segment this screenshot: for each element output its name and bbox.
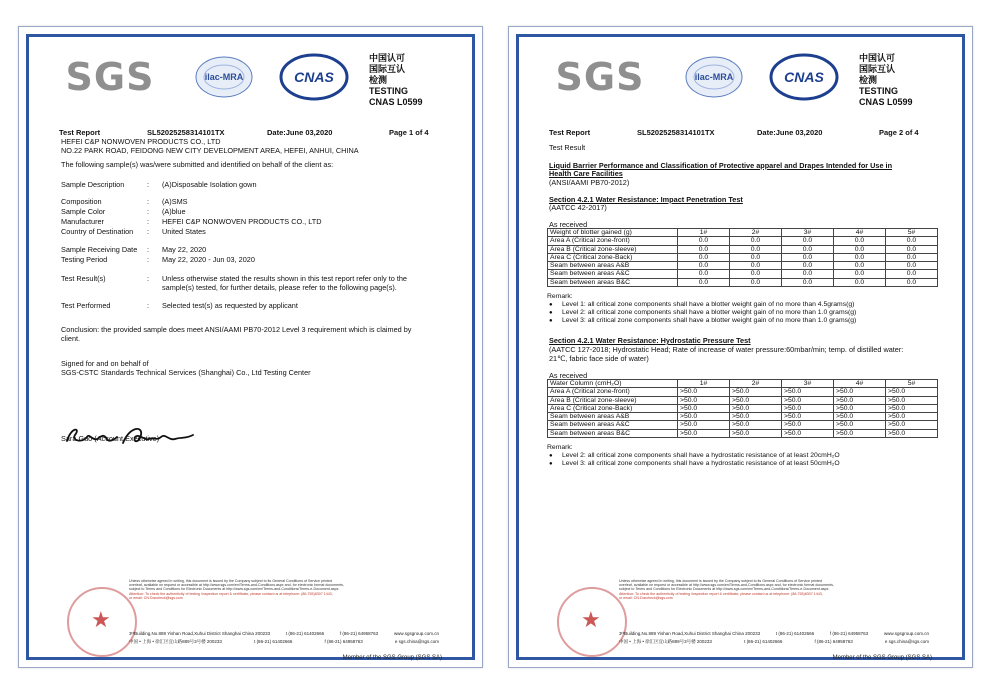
ilac-mra-logo: [194, 55, 254, 99]
table-cell: >50.0: [834, 413, 886, 421]
report-page-2: [508, 26, 973, 668]
table-cell: 0.0: [834, 237, 886, 245]
address-phone: t (86-21) 61402666: [254, 639, 293, 644]
table-header-cell: 3#: [782, 229, 834, 237]
table-cell: >50.0: [886, 413, 938, 421]
table-cell: 0.0: [730, 237, 782, 245]
conclusion-text-continued: client.: [61, 334, 81, 343]
test-result-heading: Test Result: [549, 143, 586, 152]
remark-item: ● Level 2: all critical zone components shall have a hydrostatic resistance of at least 20cmH₂O: [547, 452, 939, 460]
table-cell: 0.0: [678, 278, 730, 286]
field-value: Unless otherwise stated the results shown in this test report refer only to the: [162, 274, 407, 283]
field-value: Selected test(s) as requested by applicant: [162, 301, 298, 310]
table-cell: 0.0: [886, 270, 938, 278]
client-address: NO.22 PARK ROAD, FEIDONG NEW CITY DEVELOPMENT AREA, HEFEI, ANHUI, CHINA: [61, 146, 359, 155]
cnas-testing: TESTING: [369, 86, 409, 96]
table-row: [548, 429, 938, 437]
report-number: SL52025258314101TX: [637, 128, 715, 137]
cnas-cn-line1: 中国认可: [369, 53, 406, 63]
cnas-logo: [769, 53, 839, 101]
address-phone: t (86-21) 61402666: [775, 631, 815, 636]
address-email: e sgs.china@sgs.com: [884, 639, 929, 644]
footer-address-cn: [619, 639, 929, 645]
field-value: (A)blue: [162, 207, 186, 216]
cnas-text: CNAS: [294, 69, 334, 85]
table-cell: >50.0: [730, 396, 782, 404]
remark-item: ● Level 3: all critical zone components shall have a hydrostatic resistance of at least 50cmH₂O: [547, 460, 939, 468]
section-1-remarks: [547, 293, 939, 325]
table-header-cell: Weight of blotter gained (g): [548, 229, 678, 237]
table-cell: Area A (Critical zone-front): [548, 388, 678, 396]
table-row: [548, 396, 938, 404]
table-cell: 0.0: [730, 262, 782, 270]
table-header-row: [548, 380, 938, 388]
table-cell: >50.0: [886, 404, 938, 412]
section-1-title: Section 4.2.1 Water Resistance: Impact Penetration Test: [549, 195, 743, 204]
field-value: United States: [162, 227, 206, 236]
table-cell: >50.0: [678, 421, 730, 429]
cnas-number: CNAS L0599: [369, 97, 423, 107]
table-cell: >50.0: [834, 404, 886, 412]
conclusion-text: Conclusion: the provided sample does meet ANSI/AAMI PB70-2012 Level 3 requirement which is claimed by: [61, 325, 412, 334]
report-header: [549, 128, 937, 137]
page-footer: [549, 579, 942, 659]
field-colon: :: [147, 227, 150, 236]
field-colon: :: [147, 197, 150, 206]
footer-address-en: [619, 631, 929, 637]
table-row: [548, 421, 938, 429]
report-title-continued: Health Care Facilities: [549, 169, 623, 178]
header-logos: [64, 49, 444, 105]
cnas-number: CNAS L0599: [859, 97, 913, 107]
table-header-cell: 1#: [678, 229, 730, 237]
footer-terms: [129, 579, 429, 600]
table-cell: 0.0: [678, 237, 730, 245]
table-cell: 0.0: [834, 278, 886, 286]
table-cell: >50.0: [834, 396, 886, 404]
table-cell: Area A (Critical zone-front): [548, 237, 678, 245]
table-header-cell: 2#: [730, 380, 782, 388]
cnas-cn-line2: 国际互认: [859, 64, 896, 74]
table-cell: Area B (Critical zone-sleeve): [548, 396, 678, 404]
section-2-remarks: [547, 444, 939, 468]
cnas-cn-line1: 中国认可: [859, 53, 896, 63]
table-cell: >50.0: [678, 396, 730, 404]
remark-item: ● Level 1: all critical zone components shall have a blotter weight gain of no more than 4.5grams(g): [547, 301, 939, 309]
field-label: Composition: [61, 197, 102, 206]
terms-line: Attention: To check the authenticity of testing /inspection report & certificate, please contact us at telephone: (86-755)8307 1443,: [619, 591, 823, 596]
table-cell: 0.0: [782, 270, 834, 278]
table-cell: 0.0: [782, 253, 834, 261]
table-row: [548, 404, 938, 412]
table-cell: >50.0: [886, 388, 938, 396]
table-cell: >50.0: [782, 396, 834, 404]
table-row: [548, 237, 938, 245]
header-logos: [554, 49, 934, 105]
cnas-logo: [279, 53, 349, 101]
client-name: HEFEI C&P NONWOVEN PRODUCTS CO., LTD: [61, 137, 221, 146]
report-label: Test Report: [59, 128, 101, 137]
table-cell: 0.0: [886, 253, 938, 261]
field-label: Test Performed: [61, 301, 111, 310]
section-2-method-continued: 21℃, fabric face side of water): [549, 354, 649, 363]
table-cell: 0.0: [886, 278, 938, 286]
field-colon: :: [147, 301, 150, 310]
table-cell: 0.0: [730, 245, 782, 253]
star-icon: ★: [91, 607, 111, 632]
remark-item: ● Level 3: all critical zone components shall have a blotter weight gain of no more than 1.0 grams(g): [547, 317, 939, 325]
address-web: www.sgsgroup.com.cn: [883, 631, 929, 636]
table-cell: Area B (Critical zone-sleeve): [548, 245, 678, 253]
sgs-member-text: Member of the SGS Group (SGS SA): [342, 655, 442, 661]
address-web: www.sgsgroup.com.cn: [393, 631, 439, 636]
report-label: Test Report: [549, 128, 591, 137]
table-cell: 0.0: [834, 270, 886, 278]
table-cell: Seam between areas B&C: [548, 429, 678, 437]
star-icon: ★: [581, 607, 601, 632]
table-cell: 0.0: [834, 253, 886, 261]
table-cell: >50.0: [886, 421, 938, 429]
table-cell: Seam between areas A&B: [548, 413, 678, 421]
section-1-as-received: As received: [549, 220, 588, 229]
table-cell: >50.0: [678, 404, 730, 412]
cnas-cn-line3: 检测: [369, 75, 388, 85]
table-cell: >50.0: [730, 388, 782, 396]
address-fax: f (86-21) 64958763: [814, 639, 853, 644]
report-date: Date:June 03,2020: [757, 128, 823, 137]
cnas-testing: TESTING: [859, 86, 899, 96]
terms-line: or email: CN.Doccheck@sgs.com: [619, 595, 673, 600]
table-header-cell: 2#: [730, 229, 782, 237]
signed-organization: SGS-CSTC Standards Technical Services (Shanghai) Co., Ltd Testing Center: [61, 368, 311, 377]
intro-text: The following sample(s) was/were submitted and identified on behalf of the client as:: [61, 160, 334, 169]
table-row: [548, 253, 938, 261]
table-cell: >50.0: [782, 413, 834, 421]
ilac-mra-logo: [684, 55, 744, 99]
sgs-logo: SGS: [65, 55, 155, 99]
table-cell: 0.0: [678, 270, 730, 278]
terms-line: Unless otherwise agreed in writing, this document is issued by the Company subject to its General Conditions of Service printed: [129, 579, 332, 583]
address-fax: f (86-21) 64958763: [829, 631, 869, 636]
ilac-text: ilac-MRA: [204, 72, 244, 82]
report-page-1: [18, 26, 483, 668]
table-cell: 0.0: [834, 262, 886, 270]
terms-line: subject to Terms and Conditions for Electronic Documents at http://www.sgs.com/en/Terms-and-Conditions/Terms-e-Document.aspx.: [129, 587, 340, 592]
section-2-as-received: As received: [549, 371, 588, 380]
table-header-cell: 5#: [886, 229, 938, 237]
table-header-cell: 3#: [782, 380, 834, 388]
terms-line: Attention: To check the authenticity of testing /inspection report & certificate, please contact us at telephone: (86-755)8307 1443,: [129, 591, 333, 596]
cnas-accreditation: [369, 53, 449, 108]
table-cell: Seam between areas A&B: [548, 262, 678, 270]
table-cell: >50.0: [678, 388, 730, 396]
table-cell: 0.0: [886, 237, 938, 245]
table-cell: >50.0: [782, 404, 834, 412]
table-cell: Area C (Critical zone-Back): [548, 253, 678, 261]
address-text: 3ʳᵈBuilding,No.889 Yishan Road,Xuhui District Shanghai China 200233: [129, 631, 271, 636]
field-value: May 22, 2020 - Jun 03, 2020: [162, 255, 255, 264]
footer-address-en: [129, 631, 439, 637]
table-cell: 0.0: [886, 245, 938, 253]
table-cell: 0.0: [678, 245, 730, 253]
table-header-cell: 4#: [834, 229, 886, 237]
field-colon: :: [147, 245, 150, 254]
cnas-cn-line2: 国际互认: [369, 64, 406, 74]
table-cell: 0.0: [678, 253, 730, 261]
table-cell: >50.0: [782, 388, 834, 396]
table-header-cell: Water Column (cmH₂O): [548, 380, 678, 388]
field-label: Testing Period: [61, 255, 108, 264]
ilac-text: ilac-MRA: [694, 72, 734, 82]
table-cell: 0.0: [782, 262, 834, 270]
field-label: Sample Description: [61, 180, 125, 189]
terms-line: overleaf, available on request or accessible at http://www.sgs.com/en/Terms-and-Conditions.aspx and, for electronic format documents,: [619, 583, 834, 588]
report-date: Date:June 03,2020: [267, 128, 333, 137]
hydrostatic-pressure-table: [547, 379, 938, 438]
page-number: Page 2 of 4: [879, 128, 919, 137]
table-row: [548, 262, 938, 270]
table-cell: 0.0: [730, 278, 782, 286]
remark-label: Remark:: [547, 444, 573, 451]
section-2-method: (AATCC 127-2018; Hydrostatic Head; Rate of increase of water pressure:60mbar/min; temp. of distilled water:: [549, 345, 904, 354]
terms-line: subject to Terms and Conditions for Electronic Documents at http://www.sgs.com/en/Terms-and-Conditions/Terms-e-Document.aspx.: [619, 587, 830, 592]
table-cell: Seam between areas A&C: [548, 270, 678, 278]
cnas-accreditation: [859, 53, 939, 108]
table-row: [548, 413, 938, 421]
table-cell: 0.0: [678, 262, 730, 270]
table-cell: 0.0: [886, 262, 938, 270]
field-colon: :: [147, 255, 150, 264]
table-cell: >50.0: [782, 429, 834, 437]
address-phone: t (86-21) 61402666: [744, 639, 783, 644]
table-cell: >50.0: [678, 413, 730, 421]
address-fax: f (86-21) 64958763: [324, 639, 363, 644]
report-title: Liquid Barrier Performance and Classification of Protective apparel and Drapes Intended for Use in: [549, 161, 893, 170]
table-cell: >50.0: [730, 421, 782, 429]
footer-terms: [619, 579, 919, 600]
field-value: May 22, 2020: [162, 245, 207, 254]
table-cell: >50.0: [782, 421, 834, 429]
table-cell: >50.0: [834, 388, 886, 396]
table-row: [548, 278, 938, 286]
section-2-title: Section 4.2.1 Water Resistance: Hydrostatic Pressure Test: [549, 336, 751, 345]
table-row: [548, 388, 938, 396]
address-fax: f (86-21) 64958763: [339, 631, 379, 636]
table-cell: 0.0: [782, 237, 834, 245]
remark-item: ● Level 2: all critical zone components shall have a blotter weight gain of no more than 1.0 grams(g): [547, 309, 939, 317]
field-label: Sample Color: [61, 207, 106, 216]
field-value-continued: sample(s) tested, for further details, please refer to the following page(s).: [162, 283, 397, 292]
table-cell: 0.0: [834, 245, 886, 253]
sgs-member-text: Member of the SGS Group (SGS SA): [832, 655, 932, 661]
table-header-row: [548, 229, 938, 237]
table-row: [548, 270, 938, 278]
section-1-method: (AATCC 42-2017): [549, 203, 607, 212]
table-cell: >50.0: [886, 396, 938, 404]
address-email: e sgs.china@sgs.com: [394, 639, 439, 644]
footer-address-cn: [129, 639, 439, 645]
standard-reference: (ANSI/AAMI PB70-2012): [549, 178, 630, 187]
table-row: [548, 245, 938, 253]
field-value: (A)SMS: [162, 197, 188, 206]
table-cell: 0.0: [730, 253, 782, 261]
table-cell: 0.0: [730, 270, 782, 278]
table-header-cell: 1#: [678, 380, 730, 388]
table-cell: >50.0: [730, 404, 782, 412]
terms-line: overleaf, available on request or accessible at http://www.sgs.com/en/Terms-and-Conditions.aspx and, for electronic format documents,: [129, 583, 344, 588]
remark-label: Remark:: [547, 293, 573, 300]
sgs-seal-stamp: [67, 587, 137, 657]
page-footer: [59, 579, 452, 659]
sgs-seal-stamp: [557, 587, 627, 657]
table-cell: >50.0: [730, 413, 782, 421]
table-cell: >50.0: [730, 429, 782, 437]
address-phone: t (86-21) 61402666: [285, 631, 325, 636]
table-cell: >50.0: [834, 429, 886, 437]
sgs-logo: SGS: [555, 55, 645, 99]
table-header-cell: 4#: [834, 380, 886, 388]
table-cell: >50.0: [678, 429, 730, 437]
field-colon: :: [147, 217, 150, 226]
field-value: (A)Disposable Isolation gown: [162, 180, 257, 189]
table-header-cell: 5#: [886, 380, 938, 388]
signer-name: Sara Guo (Account Executive): [61, 434, 160, 443]
terms-line: or email: CN.Doccheck@sgs.com: [129, 595, 183, 600]
terms-line: Unless otherwise agreed in writing, this document is issued by the Company subject to its General Conditions of Service printed: [619, 579, 822, 583]
signed-on-behalf: Signed for and on behalf of: [61, 359, 149, 368]
page-number: Page 1 of 4: [389, 128, 429, 137]
field-label: Country of Destination: [61, 227, 134, 236]
table-cell: >50.0: [834, 421, 886, 429]
table-cell: 0.0: [782, 245, 834, 253]
field-label: Manufacturer: [61, 217, 104, 226]
field-colon: :: [147, 207, 150, 216]
table-cell: Area C (Critical zone-Back): [548, 404, 678, 412]
address-text: 3ʳᵈBuilding,No.889 Yishan Road,Xuhui District Shanghai China 200233: [619, 631, 761, 636]
table-cell: Seam between areas A&C: [548, 421, 678, 429]
address-text: 中国 • 上海 • 徐汇区宜山路889号3号楼 200233: [129, 639, 222, 644]
table-cell: Seam between areas B&C: [548, 278, 678, 286]
report-number: SL52025258314101TX: [147, 128, 225, 137]
address-text: 中国 • 上海 • 徐汇区宜山路889号3号楼 200233: [619, 639, 712, 644]
field-colon: :: [147, 274, 150, 283]
impact-penetration-table: [547, 228, 938, 287]
field-colon: :: [147, 180, 150, 189]
table-cell: 0.0: [782, 278, 834, 286]
cnas-text: CNAS: [784, 69, 824, 85]
report-header: [59, 128, 447, 137]
table-cell: >50.0: [886, 429, 938, 437]
field-value: HEFEI C&P NONWOVEN PRODUCTS CO., LTD: [162, 217, 322, 226]
cnas-cn-line3: 检测: [859, 75, 878, 85]
field-label: Test Result(s): [61, 274, 106, 283]
field-label: Sample Receiving Date: [61, 245, 138, 254]
